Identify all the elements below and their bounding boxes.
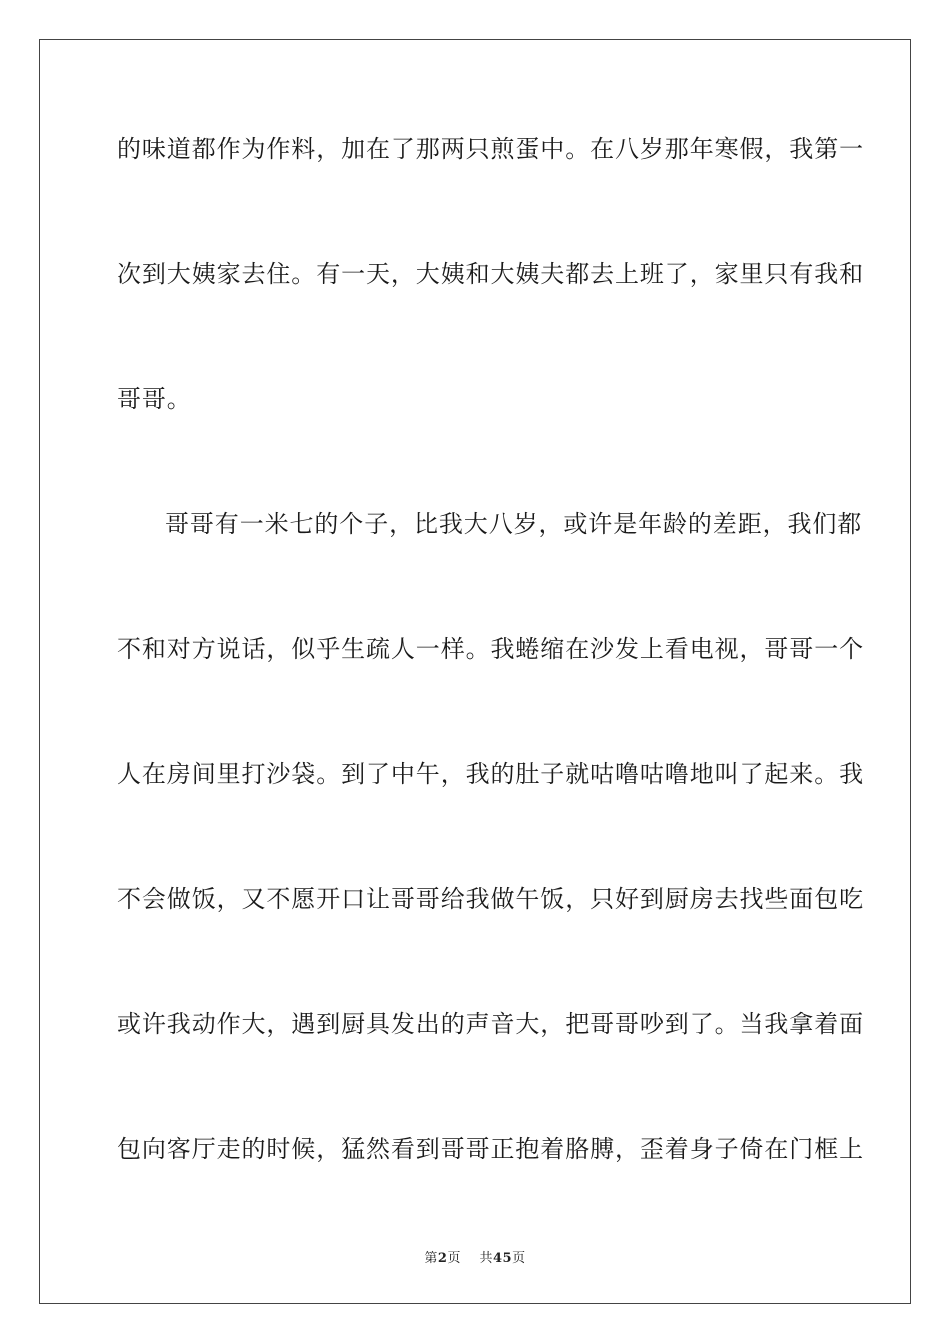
text-line-4: 哥哥有一米七的个子，比我大八岁，或许是年龄的差距，我们都 (165, 510, 863, 538)
total-prefix: 共 (479, 1251, 493, 1266)
page-footer (0, 1247, 950, 1266)
text-line-7: 不会做饭，又不愿开口让哥哥给我做午饭，只好到厨房去找些面包吃 (117, 885, 864, 913)
text-line-2: 次到大姨家去住。有一天，大姨和大姨夫都去上班了，家里只有我和 (117, 260, 864, 288)
text-line-8: 或许我动作大，遇到厨具发出的声音大，把哥哥吵到了。当我拿着面 (117, 1010, 864, 1038)
text-line-3: 哥哥。 (117, 385, 192, 413)
page-prefix: 第 (424, 1251, 438, 1266)
text-line-6: 人在房间里打沙袋。到了中午，我的肚子就咕噜咕噜地叫了起来。我 (117, 760, 864, 788)
total-unit: 页 (512, 1251, 526, 1266)
page-current: 2 (437, 1251, 448, 1266)
text-line-9: 包向客厅走的时候，猛然看到哥哥正抱着胳膊，歪着身子倚在门框上 (117, 1135, 864, 1163)
page-border (39, 39, 911, 1304)
page-total: 45 (493, 1251, 513, 1266)
text-line-1: 的味道都作为作料，加在了那两只煎蛋中。在八岁那年寒假，我第一 (117, 135, 864, 163)
page-unit: 页 (447, 1251, 461, 1266)
text-line-5: 不和对方说话，似乎生疏人一样。我蜷缩在沙发上看电视，哥哥一个 (117, 635, 864, 663)
